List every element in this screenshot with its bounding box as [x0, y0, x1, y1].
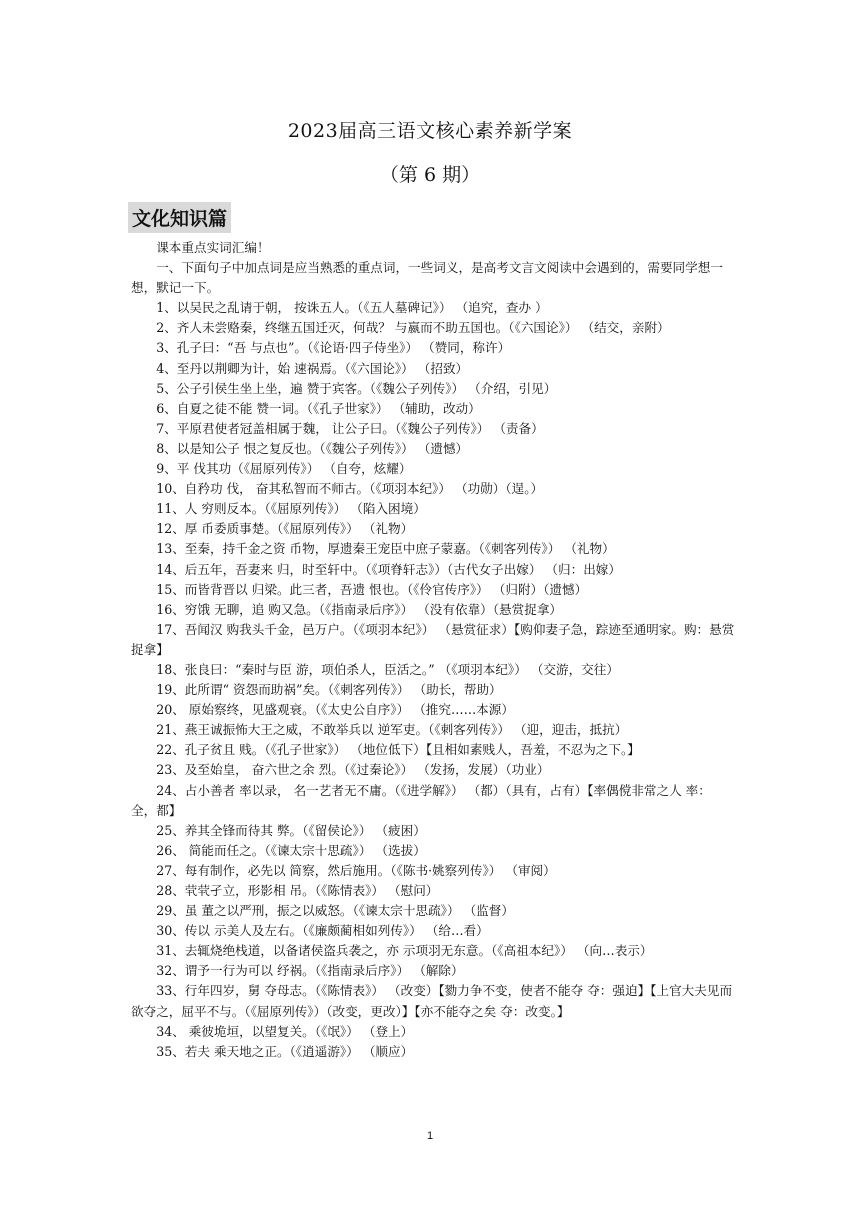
list-item: 7、平原君使者冠盖相属于魏， 让公子曰。（《魏公子列传》） （责备） — [156, 420, 544, 436]
page-number: 1 — [426, 1130, 434, 1142]
document-body — [131, 238, 735, 1062]
document-subtitle: （第 6 期） — [379, 164, 481, 186]
list-item: 32、谓予一行为可以 纾祸。（《指南录后序》） （解除） — [156, 963, 464, 979]
list-item: 11、人 穷则反本。（《屈原列传》） （陷入困境） — [156, 501, 426, 517]
list-item: 10、自矜功 伐， 奋其私智而不师古。（《项羽本纪》） （功勋）（逞。） — [156, 481, 544, 497]
list-item: 34、 乘彼垝垣，以望复关。（《氓》） （登上） — [156, 1023, 414, 1039]
list-item: 20、 原始察终，见盛观衰。（《太史公自序》） （推究……本源） — [156, 702, 514, 718]
document-title: 2023届高三语文核心素养新学案 — [287, 120, 573, 142]
list-item: 14、后五年，吾妻来 归，时至轩中。（《项脊轩志》）（古代女子出嫁） （归：出嫁） — [156, 561, 621, 577]
list-item: 1、以吴民之乱请于朝， 按诛五人。（《五人墓碑记》） （追究，查办 ） — [156, 300, 548, 316]
list-item: 24、占小善者 率以录， 名一艺者无不庸。（《进学解》） （都）（具有，占有）【率偶傥非常之人 率：全，都】 — [131, 782, 711, 818]
list-item: 15、而皆背晋以 归梁。此三者，吾遗 恨也。（《伶官传序》） （归附）（遗憾） — [156, 581, 588, 597]
list-item: 13、至秦，持千金之资 币物，厚遗秦王宠臣中庶子蒙嘉。（《刺客列传》） （礼物） — [156, 541, 615, 557]
list-item: 12、厚 币委质事楚。（《屈原列传》） （礼物） — [156, 521, 414, 537]
instruction-paragraph: 一、下面句子中加点词是应当熟悉的重点词，一些词义，是高考文言文阅读中会遇到的，需要同学想一想，默记一下。 — [131, 260, 723, 296]
list-item: 19、此所谓“ 资怨而助祸”矣。（《刺客列传》） （助长，帮助） — [156, 682, 502, 698]
list-item: 3、孔子曰：“吾 与点也”。（《论语·四子侍坐》） （赞同，称许） — [156, 340, 511, 356]
list-item: 18、张良曰：“秦时与臣 游，项伯杀人，臣活之。” （《项羽本纪》） （交游，交往） — [156, 661, 619, 677]
list-item: 31、去辄烧绝栈道，以备诸侯盗兵袭之，亦 示项羽无东意。（《高祖本纪》） （向…表示） — [156, 943, 653, 959]
list-item: 27、每有制作，必先以 简察，然后施用。（《陈书·姚察列传》） （审阅） — [156, 862, 556, 878]
list-item: 33、行年四岁，舅 夺母志。（《陈情表》） （改变）【勠力争不变，使者不能夺 夺：强迫】【上官大夫见而欲夺之，屈平不与。（《屈原列传》）（改变，更改）】【亦不能夺之矣 夺：改变。】 — [131, 983, 733, 1019]
intro-line: 课本重点实词汇编！ — [156, 240, 270, 255]
list-item: 25、养其全锋而待其 弊。（《留侯论》） （疲困） — [156, 822, 426, 838]
list-item: 28、茕茕孑立，形影相 吊。（《陈情表》） （慰问） — [156, 883, 439, 898]
list-item: 35、若夫 乘天地之正。（《逍遥游》） （顺应） — [156, 1043, 414, 1059]
list-item: 23、及至始皇， 奋六世之余 烈。（《过秦论》） （发扬，发展）（功业） — [156, 762, 550, 778]
list-item: 16、穷饿 无聊，追 购又急。（《指南录后序》） （没有依靠）（悬赏捉拿） — [156, 601, 563, 617]
list-item: 8、以是知公子 恨之复反也。（《魏公子列传》） （遗憾） — [156, 440, 469, 456]
list-item: 21、燕王诚振怖大王之威，不敢举兵以 逆军吏。（《刺客列传》） （迎，迎击，抵抗） — [156, 722, 628, 738]
list-item: 4、至丹以荆卿为计，始 速祸焉。（《六国论》） （招致） — [156, 360, 469, 376]
list-item: 17、吾闻汉 购我头千金，邑万户。（《项羽本纪》） （悬赏征求）【购仰妻子急，踪迹至通明家。购：悬赏捉拿】 — [131, 621, 735, 657]
list-item: 6、自夏之徒不能 赞一词。（《孔子世家》） （辅助，改动） — [156, 400, 481, 416]
list-item: 9、平 伐其功（《屈原列传》） （自夸，炫耀） — [156, 461, 412, 477]
list-item: 29、虽 董之以严刑，振之以威怒。（《谏太宗十思疏》） （监督） — [156, 903, 514, 919]
list-item: 30、传以 示美人及左右。（《廉颇蔺相如列传》） （给…看） — [156, 923, 489, 939]
list-item: 22、孔子贫且 贱。（《孔子世家》） （地位低下）【且相如素贱人，吾羞，不忍为之下。】 — [156, 742, 640, 758]
list-item: 5、公子引侯生坐上坐，遍 赞于宾客。（《魏公子列传》） （介绍，引见） — [156, 380, 557, 396]
list-item: 2、齐人未尝赂秦，终继五国迁灭，何哉？ 与嬴而不助五国也。（《六国论》） （结交，亲附） — [156, 320, 670, 336]
list-item: 26、 简能而任之。（《谏太宗十思疏》） （选拔） — [156, 842, 426, 858]
section-heading: 文化知识篇 — [128, 202, 231, 233]
